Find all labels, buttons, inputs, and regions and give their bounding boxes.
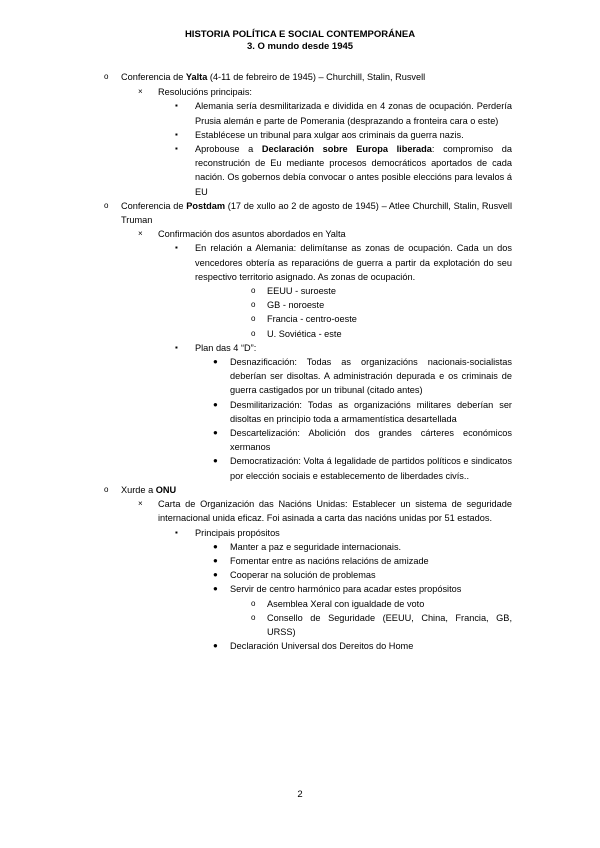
r3-bold: Declaración sobre Europa liberada <box>261 144 432 155</box>
square-bullet-icon: ▪ <box>175 243 178 253</box>
postdam-alemania <box>0 241 600 284</box>
circle-bullet-icon: o <box>104 484 109 494</box>
onu-principais <box>0 526 600 540</box>
principais-label: Principais propósitos <box>195 527 280 538</box>
circle-bullet-icon: o <box>251 612 256 622</box>
yalta-resolucions <box>0 85 600 99</box>
cross-bullet-icon: × <box>138 499 143 509</box>
yalta-bold: Yalta <box>185 72 208 82</box>
dot-bullet-icon: ● <box>213 428 218 438</box>
zona-text: U. Soviética - este <box>267 328 342 339</box>
dot-bullet-icon: ● <box>213 641 218 651</box>
zona-text: EEUU - suroeste <box>267 286 336 297</box>
proposito-item <box>0 554 600 568</box>
proposito-item <box>0 568 600 582</box>
postdam-bold: Postdam <box>186 200 226 211</box>
onu-carta <box>0 497 600 525</box>
onu-bold: ONU <box>155 484 177 495</box>
document-subtitle: 3. O mundo desde 1945 <box>246 41 354 52</box>
alemania-text: En relación a Alemania: delimítanse as zonas de ocupación. Cada un dos vencedores obtería as reparacións de guerra a partir da explotación do seu respectivo territorio asignado. As zonas de ocupación. <box>195 243 512 282</box>
yalta-resolution-1 <box>0 99 600 127</box>
yalta-post: (4-11 de febreiro de 1945) – Churchill, Stalin, Rusvell <box>207 72 426 82</box>
square-bullet-icon: ▪ <box>175 144 178 154</box>
organo-text: Consello de Seguridade (EEUU, China, Francia, GB, URSS) <box>267 612 512 637</box>
zona-item <box>0 327 600 341</box>
yalta-resolution-2 <box>0 128 600 142</box>
postdam-pre: Conferencia de <box>121 200 187 211</box>
organo-text: Asemblea Xeral con igualdade de voto <box>267 598 425 609</box>
zona-item <box>0 284 600 298</box>
organo-item <box>0 611 600 639</box>
confirm-label: Confirmación dos asuntos abordados en Yalta <box>158 229 346 240</box>
plan-text: Descartelización: Abolición dos grandes cárteres económicos xermanos <box>230 428 512 453</box>
square-bullet-icon: ▪ <box>175 342 178 352</box>
resolution-text: Alemania sería desmilitarizada e dividida en 4 zonas de ocupación. Perdería Prusia alemán e parte de Pomerania (desprazando a fronteira cara o este) <box>195 101 512 126</box>
resolucions-label: Resolucións principais: <box>158 87 252 98</box>
circle-bullet-icon: o <box>104 72 109 81</box>
postdam-confirmacion <box>0 227 600 241</box>
circle-bullet-icon: o <box>251 598 256 608</box>
cross-bullet-icon: × <box>138 87 143 97</box>
proposito-text: Cooperar na solución de problemas <box>230 570 376 581</box>
dot-bullet-icon: ● <box>213 456 218 466</box>
dot-bullet-icon: ● <box>213 357 218 367</box>
plan-text: Democratización: Volta á legalidade de partidos políticos e sindicatos por elección sociais e establecemento de liberdades civís.. <box>230 456 512 481</box>
dot-bullet-icon: ● <box>213 399 218 409</box>
proposito-text: Manter a paz e seguridade internacionais. <box>230 541 402 552</box>
page-number: 2 <box>297 789 303 800</box>
plan-item <box>0 398 600 426</box>
yalta-pre: Conferencia de <box>121 72 186 82</box>
proposito-text: Servir de centro harmónico para acadar estes propósitos <box>230 584 462 595</box>
dot-bullet-icon: ● <box>213 584 218 594</box>
zona-item <box>0 312 600 326</box>
r3-pre: Aprobouse a <box>195 144 262 155</box>
postdam-post: (17 de xullo ao 2 de agosto de 1945) – Atlee Churchill, Stalin, Rusvell Truman <box>121 200 512 226</box>
dot-bullet-icon: ● <box>213 570 218 580</box>
plan-4d <box>0 341 600 355</box>
circle-bullet-icon: o <box>251 328 256 338</box>
r3-post: : compromiso da reconstrución de Eu mediante procesos democráticos aportados de cada nación. Os gobernos debía convocar o antes posible eleccións para levalos á EU <box>195 144 512 197</box>
document-title: HISTORIA POLÍTICA E SOCIAL CONTEMPORÁNEA <box>184 29 416 40</box>
circle-bullet-icon: o <box>251 300 256 310</box>
plan-text: Desnazificación: Todas as organizacións nacionais-socialistas deberían ser disoltas. A administración depurada e os criminais de guerra castigados por un tribunal (citado antes) <box>230 357 512 396</box>
carta-text: Carta de Organización das Nacións Unidas: Establecer un sistema de seguridade internacional unida eficaz. Foi asinada a carta das nacións unidas por 51 estados. <box>158 499 512 524</box>
dot-bullet-icon: ● <box>213 555 218 565</box>
circle-bullet-icon: o <box>251 286 256 296</box>
proposito-item <box>0 582 600 596</box>
plan-label: Plan das 4 “D”: <box>195 342 257 353</box>
postdam-item <box>0 199 600 227</box>
proposito-item <box>0 540 600 554</box>
plan-item <box>0 355 600 398</box>
zona-item <box>0 298 600 312</box>
circle-bullet-icon: o <box>251 314 256 324</box>
square-bullet-icon: ▪ <box>175 129 178 139</box>
document-body <box>0 70 600 653</box>
proposito-text: Declaración Universal dos Dereitos do Home <box>230 641 414 652</box>
plan-text: Desmilitarización: Todas as organizacións militares deberían ser disoltas en principio toda a armamentística desartellada <box>230 399 512 424</box>
proposito-item <box>0 639 600 653</box>
dot-bullet-icon: ● <box>213 541 218 551</box>
yalta-resolution-3 <box>0 142 600 199</box>
zona-text: GB - noroeste <box>267 300 325 311</box>
onu-item <box>0 483 600 497</box>
square-bullet-icon: ▪ <box>175 101 178 111</box>
square-bullet-icon: ▪ <box>175 527 178 537</box>
yalta-item <box>0 70 600 84</box>
cross-bullet-icon: × <box>138 229 143 239</box>
circle-bullet-icon: o <box>104 200 109 210</box>
onu-pre: Xurde a <box>121 484 156 495</box>
plan-item <box>0 454 600 482</box>
plan-item <box>0 426 600 454</box>
resolution-text: Establécese un tribunal para xulgar aos criminais da guerra nazis. <box>195 129 464 140</box>
proposito-text: Fomentar entre as nacións relacións de amizade <box>230 555 429 566</box>
zona-text: Francia - centro-oeste <box>267 314 357 325</box>
organo-item <box>0 597 600 611</box>
